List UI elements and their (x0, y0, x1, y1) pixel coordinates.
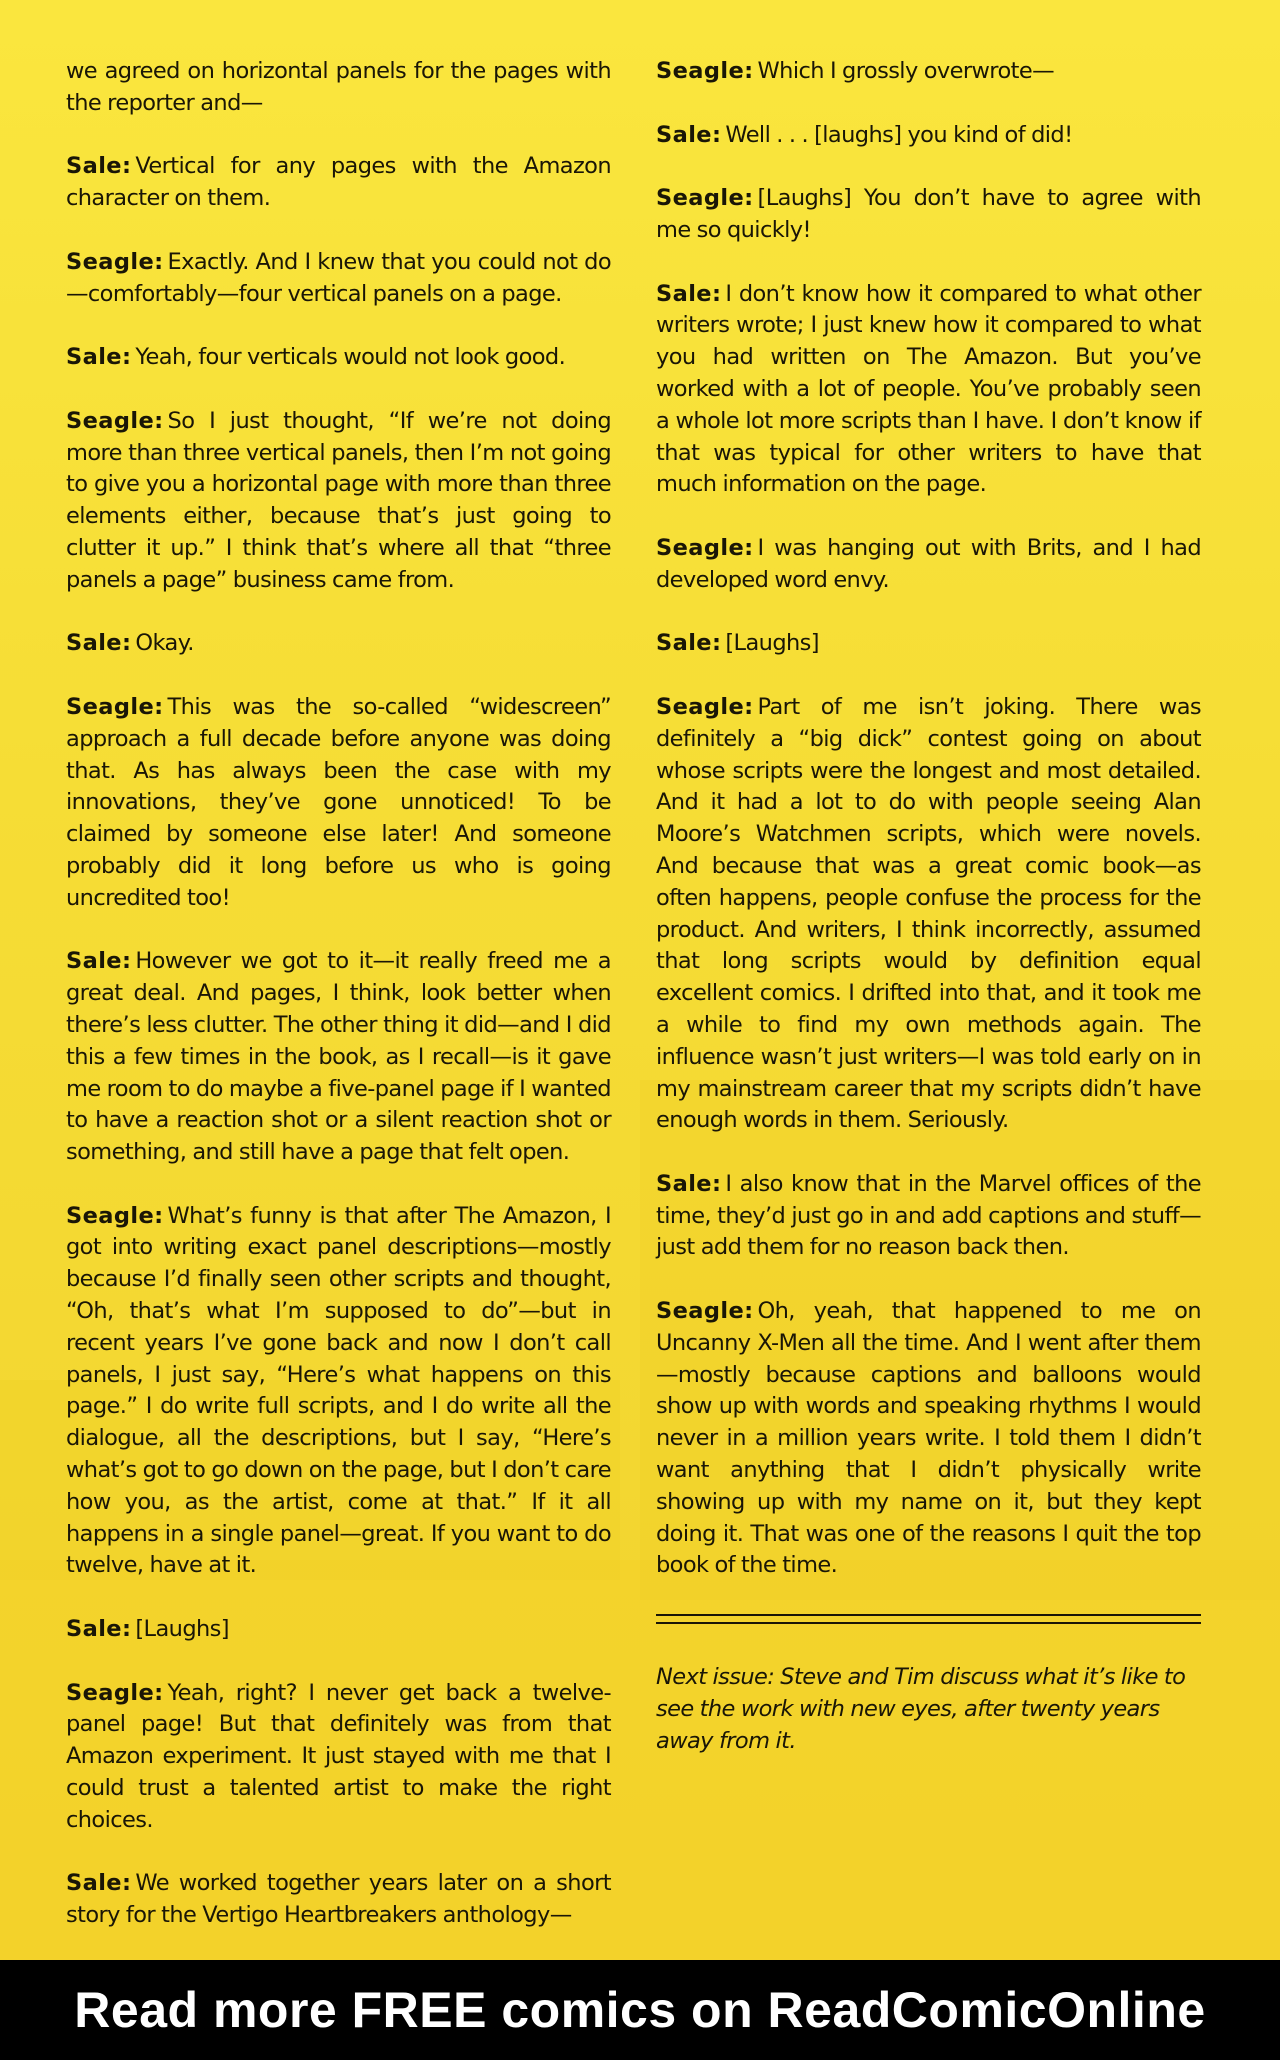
speaker-label: Seagle: (656, 185, 754, 212)
paragraph-text: This was the so-called “widescreen” approach a full decade before anyone was doing that. As has always been the case with my innovations, they’ve gone unnoticed! To be claimed by someone else later! And someone probably did it long before us who is going uncredited too! (66, 693, 611, 911)
interview-paragraph (656, 692, 1201, 1137)
next-issue-note: Next issue: Steve and Tim discuss what it’s like to see the work with new eyes, after twenty years away from it. (656, 1664, 1186, 1754)
interview-paragraph (66, 406, 611, 597)
interview-paragraph (66, 1201, 611, 1583)
speaker-label: Seagle: (656, 534, 754, 561)
section-divider (656, 1614, 1201, 1624)
speaker-label: Seagle: (66, 407, 164, 434)
paragraph-text: Part of me isn’t joking. There was definitely a “big dick” contest going on about whose scripts were the longest and most detailed. And it had a lot to do with people seeing Alan Moore’s Watchmen scripts, which were novels. And because that was a great comic book—as often happens, people confuse the process for the product. And writers, I think incorrectly, assumed that long scripts would by definition equal excellent comics. I drifted into that, and it took me a while to find my own methods again. The influence wasn’t just writers—I was told early on in my mainstream career that my scripts didn’t have enough words in them. Seriously. (656, 693, 1201, 1134)
paragraph-text: I was hanging out with Brits, and I had developed word envy. (656, 534, 1201, 593)
interview-paragraph (656, 120, 1201, 152)
interview-paragraph (66, 1868, 611, 1932)
speaker-label: Sale: (66, 1616, 132, 1643)
speaker-label: Seagle: (66, 693, 164, 720)
paragraph-text: Well . . . [laughs] you kind of did! (725, 121, 1073, 148)
speaker-label: Sale: (66, 1870, 132, 1897)
promo-footer-banner[interactable]: Read more FREE comics on ReadComicOnline (0, 1960, 1280, 2060)
right-text-column (656, 56, 1201, 1789)
paragraph-text: [Laughs] You don’t have to agree with me so quickly! (656, 185, 1201, 243)
paragraph-text: So I just thought, “If we’re not doing more than three vertical panels, then I’m not going to give you a horizontal page with more than three elements either, because that’s just going to clutter it up.” I think that’s where all that “three panels a page” business came from. (66, 407, 611, 593)
interview-paragraph (66, 1614, 611, 1646)
interview-paragraph (656, 628, 1201, 660)
interview-paragraph (66, 1678, 611, 1837)
paragraph-text: Yeah, right? I never get back a twelve-panel page! But that definitely was from that Amazon experiment. It just stayed with me that I could trust a talented artist to make the right choices. (66, 1679, 611, 1833)
speaker-label: Sale: (66, 948, 132, 975)
speaker-label: Sale: (656, 121, 722, 148)
interview-paragraph (656, 533, 1201, 597)
interview-paragraph (66, 342, 611, 374)
speaker-label: Sale: (66, 344, 132, 371)
interview-paragraph (66, 247, 611, 311)
interview-paragraph (656, 1296, 1201, 1582)
interview-paragraph (66, 56, 611, 120)
interview-paragraph (66, 692, 611, 915)
paragraph-text: Yeah, four verticals would not look good. (135, 344, 566, 371)
speaker-label: Sale: (66, 630, 132, 657)
paragraph-text: However we got to it—it really freed me a great deal. And pages, I think, look better when there’s less clutter. The other thing it did—and I did this a few times in the book, as I recall—is it gave me room to do maybe a five-panel page if I wanted to have a reaction shot or a silent reaction shot or something, and still have a page that felt open. (66, 948, 611, 1166)
right-paragraphs (656, 56, 1201, 1582)
paragraph-text: I don’t know how it compared to what other writers wrote; I just knew how it compared to what you had written on The Amazon. But you’ve worked with a lot of people. You’ve probably seen a whole lot more scripts than I have. I don’t know if that was typical for other writers to have that much information on the page. (656, 280, 1201, 498)
speaker-label: Seagle: (656, 693, 754, 720)
paragraph-text: [Laughs] (135, 1616, 229, 1643)
interview-paragraph (66, 151, 611, 215)
interview-paragraph (656, 279, 1201, 502)
interview-paragraph (656, 183, 1201, 247)
speaker-label: Seagle: (66, 248, 164, 275)
paragraph-text: [Laughs] (725, 630, 819, 657)
left-text-column (66, 56, 611, 1960)
speaker-label: Seagle: (656, 58, 754, 84)
paragraph-text: What’s funny is that after The Amazon, I got into writing exact panel descriptions—mostly because I’d finally seen other scripts and thought, “Oh, that’s what I’m supposed to do”—but in recent years I’ve gone back and now I don’t call panels, I just say, “Here’s what happens on this page.” I do write full scripts, and I do write all the dialogue, all the descriptions, but I say, “Here’s what’s got to go down on the page, but I don’t care how you, as the artist, come at that.” If it all happens in a single panel—great. If you want to do twelve, have at it. (66, 1202, 611, 1579)
paragraph-text: Okay. (135, 630, 194, 657)
interview-paragraph (656, 1169, 1201, 1264)
paragraph-text: Oh, yeah, that happened to me on Uncanny X-Men all the time. And I went after them—mostly because captions and balloons would show up with words and speaking rhythms I would never in a million years write. I told them I didn’t want anything that I didn’t physically write showing up with my name on it, but they kept doing it. That was one of the reasons I quit the top book of the time. (656, 1298, 1201, 1579)
speaker-label: Seagle: (66, 1679, 164, 1706)
interview-paragraph (66, 628, 611, 660)
paragraph-text: We worked together years later on a short story for the Vertigo Heartbreakers anthology— (66, 1870, 611, 1929)
speaker-label: Seagle: (656, 1298, 754, 1325)
interview-paragraph (656, 56, 1201, 88)
paragraph-text: Which I grossly overwrote— (757, 58, 1054, 84)
speaker-label: Sale: (656, 1170, 722, 1197)
interview-paragraph (66, 946, 611, 1169)
speaker-label: Sale: (656, 280, 722, 307)
paragraph-text: Vertical for any pages with the Amazon character on them. (66, 153, 611, 212)
speaker-label: Seagle: (66, 1202, 164, 1229)
paragraph-text: we agreed on horizontal panels for the pages with the reporter and— (66, 58, 611, 116)
paragraph-text: I also know that in the Marvel offices of the time, they’d just go in and add captions and stuff—just add them for no reason back then. (656, 1170, 1201, 1261)
speaker-label: Sale: (66, 153, 132, 180)
paragraph-text: Exactly. And I knew that you could not do—comfortably—four vertical panels on a page. (66, 248, 611, 307)
speaker-label: Sale: (656, 630, 722, 657)
